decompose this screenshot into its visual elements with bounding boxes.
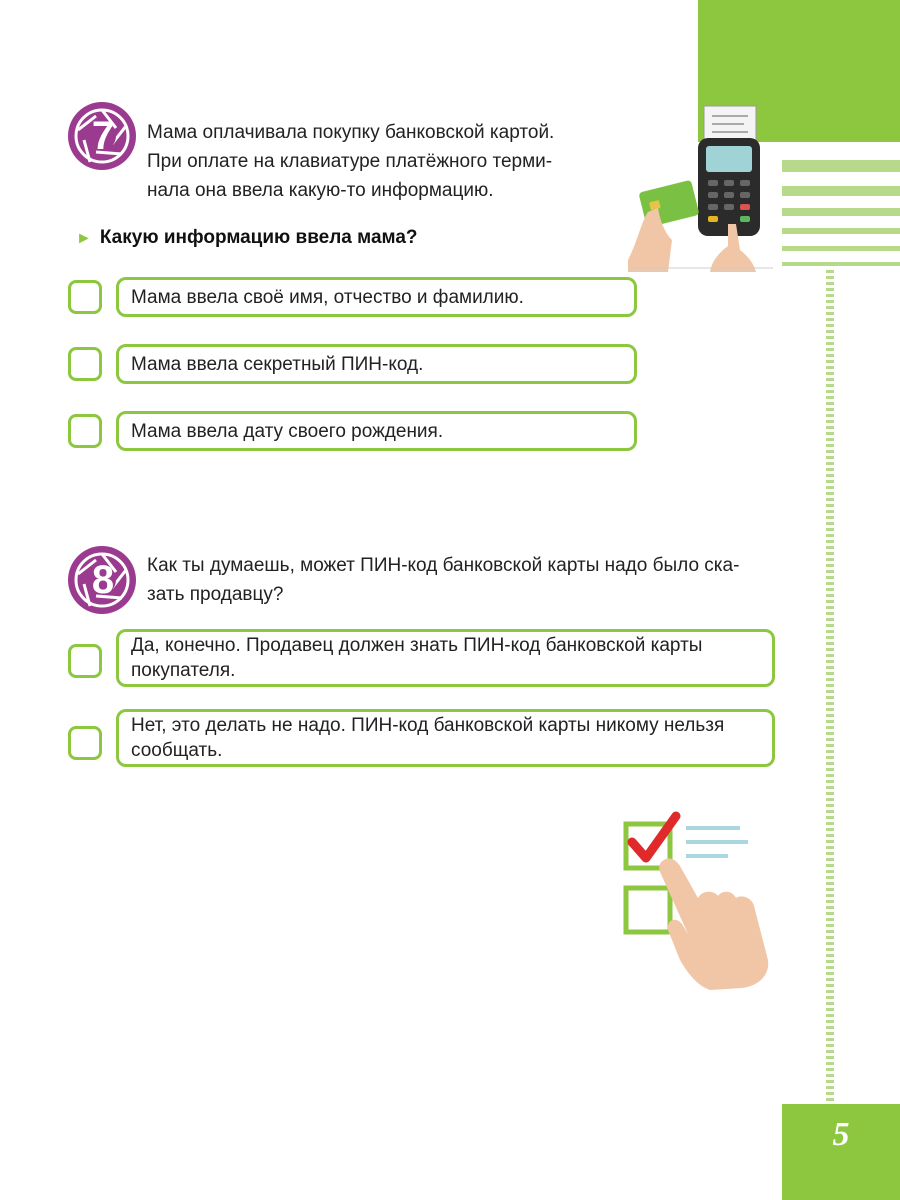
decor-stripe [782,186,900,196]
task-8-text-line: Как ты думаешь, может ПИН-код банковской карты надо было ска- [147,555,740,576]
answer-text-line: покупателя. [131,660,236,681]
answer-text-line: Да, конечно. Продавец должен знать ПИН-код банковской карты [131,635,703,656]
task-7-text-line: Мама оплачивала покупку банковской картой. [147,122,555,143]
checklist-hand-illustration [618,810,774,990]
decor-stripe [782,246,900,251]
answer-text: Мама ввела своё имя, отчество и фамилию. [131,286,524,308]
task-7-number: 7 [91,114,115,158]
answer-text: Мама ввела секретный ПИН-код. [131,353,424,375]
task-7-answer-1[interactable] [116,277,637,317]
decor-stripe [782,208,900,216]
task-8-answer-1[interactable] [116,629,775,687]
payment-terminal-illustration [628,100,773,272]
decor-stripe [782,262,900,266]
task-7-text [147,118,607,205]
task-7-question [76,224,418,253]
task-8-text-line: зать продавцу? [147,584,284,605]
decor-stripe [782,228,900,234]
answer-text: Мама ввела дату своего рождения. [131,420,444,442]
task-8-answer-2-checkbox[interactable] [68,726,102,760]
task-7-text-line: нала она ввела какую-то информацию. [147,180,494,201]
task-7-answer-3-checkbox[interactable] [68,414,102,448]
answer-text-line: сообщать. [131,740,223,761]
task-7-answer-2[interactable] [116,344,637,384]
page-number: 5 [832,1116,850,1153]
task-7-text-line: При оплате на клавиатуре платёжного терми- [147,151,553,172]
task-7-answer-2-checkbox[interactable] [68,347,102,381]
task-8-answer-2[interactable] [116,709,775,767]
arrow-right-icon: ► [76,230,92,247]
task-8-answer-1-checkbox[interactable] [68,644,102,678]
decor-stripe [782,160,900,172]
task-7-answer-3[interactable] [116,411,637,451]
task-7-question-text: Какую информацию ввела мама? [99,227,418,248]
task-7-answer-1-checkbox[interactable] [68,280,102,314]
answer-text-line: Нет, это делать не надо. ПИН-код банковской карты никому нельзя [131,715,725,736]
task-8-text [147,551,777,609]
decor-dotted-line [826,270,834,1102]
task-8-number: 8 [91,558,115,602]
